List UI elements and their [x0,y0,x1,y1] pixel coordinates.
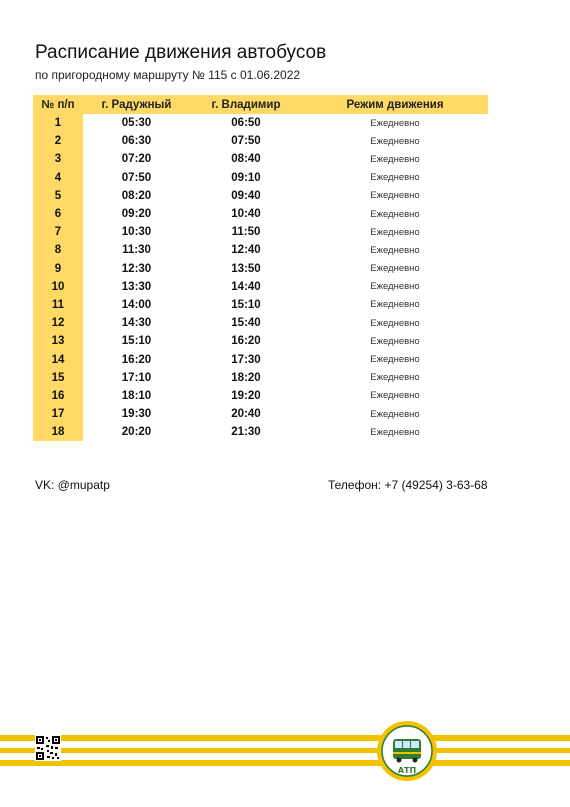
row-number: 13 [33,332,83,350]
column-header-mode: Режим движения [302,95,488,114]
row-number: 16 [33,387,83,405]
operating-mode: Ежедневно [370,390,420,402]
departure-raduzhny: 14:30 [121,317,152,330]
operating-mode: Ежедневно [370,408,420,420]
page-subtitle: по пригородному маршруту № 115 с 01.06.2022 [35,68,301,82]
table-row [33,169,488,187]
departure-vladimir: 09:10 [231,171,261,184]
column-header-vladimir: г. Владимир [190,95,302,114]
table-header-row [33,95,488,114]
departure-raduzhny: 15:10 [121,335,152,348]
departure-vladimir: 18:20 [231,371,261,384]
departure-vladimir: 17:30 [231,353,261,366]
operating-mode: Ежедневно [370,153,420,165]
table-row [33,423,488,441]
row-number: 8 [33,241,83,259]
row-number: 9 [33,260,83,278]
operating-mode: Ежедневно [370,117,420,129]
departure-raduzhny: 05:30 [121,117,152,130]
departure-vladimir: 20:40 [231,408,261,421]
table-row [33,260,488,278]
operating-mode: Ежедневно [370,299,420,311]
column-header-raduzhny: г. Радужный [83,95,190,114]
table-row [33,132,488,150]
departure-raduzhny: 16:20 [121,353,152,366]
departure-raduzhny: 12:30 [121,262,152,275]
row-number: 18 [33,423,83,441]
departure-raduzhny: 08:20 [121,189,152,202]
row-number: 4 [33,169,83,187]
table-row [33,223,488,241]
row-number: 11 [33,296,83,314]
row-number: 3 [33,150,83,168]
operating-mode: Ежедневно [370,281,420,293]
departure-raduzhny: 11:30 [122,244,151,257]
departure-raduzhny: 14:00 [121,298,152,311]
departure-vladimir: 08:40 [231,153,261,166]
operating-mode: Ежедневно [370,244,420,256]
table-row [33,205,488,223]
table-row [33,150,488,168]
departure-vladimir: 07:50 [231,135,261,148]
table-row [33,369,488,387]
table-row [33,241,488,259]
table-row [33,187,488,205]
departure-raduzhny: 07:20 [121,153,152,166]
table-row [33,314,488,332]
column-header-number: № п/п [33,95,83,114]
operating-mode: Ежедневно [370,335,420,347]
decorative-stripes [0,735,570,771]
operating-mode: Ежедневно [370,354,420,366]
operating-mode: Ежедневно [370,208,420,220]
operating-mode: Ежедневно [370,372,420,384]
operating-mode: Ежедневно [370,226,420,238]
table-row [33,405,488,423]
table-row [33,350,488,368]
operating-mode: Ежедневно [370,172,420,184]
departure-vladimir: 09:40 [231,189,261,202]
atp-logo [376,720,438,782]
departure-vladimir: 15:40 [231,317,261,330]
row-number: 6 [33,205,83,223]
departure-raduzhny: 18:10 [121,389,152,402]
departure-vladimir: 19:20 [231,389,261,402]
row-number: 14 [33,350,83,368]
qr-code-icon [35,735,61,761]
departure-raduzhny: 09:20 [121,208,152,221]
phone-contact: Телефон: +7 (49254) 3-63-68 [328,478,488,492]
departure-raduzhny: 17:10 [121,371,152,384]
table-row [33,278,488,296]
operating-mode: Ежедневно [370,135,420,147]
table-row [33,114,488,132]
vk-contact: VK: @mupatp [35,478,110,492]
departure-raduzhny: 13:30 [121,280,152,293]
departure-raduzhny: 06:30 [121,135,152,148]
departure-raduzhny: 10:30 [121,226,152,239]
operating-mode: Ежедневно [370,317,420,329]
departure-raduzhny: 20:20 [121,426,152,439]
logo-text: АТП [397,766,417,775]
row-number: 15 [33,369,83,387]
departure-vladimir: 06:50 [231,117,261,130]
departure-vladimir: 21:30 [231,426,261,439]
table-row [33,332,488,350]
page-title: Расписание движения автобусов [35,42,327,63]
row-number: 2 [33,132,83,150]
departure-vladimir: 10:40 [231,208,261,221]
row-number: 7 [33,223,83,241]
operating-mode: Ежедневно [370,190,420,202]
table-row [33,387,488,405]
table-row [33,296,488,314]
departure-vladimir: 14:40 [231,280,261,293]
row-number: 17 [33,405,83,423]
departure-vladimir: 16:20 [231,335,261,348]
departure-vladimir: 13:50 [231,262,261,275]
departure-vladimir: 11:50 [231,226,261,239]
operating-mode: Ежедневно [370,426,420,438]
departure-raduzhny: 07:50 [121,171,152,184]
row-number: 5 [33,187,83,205]
operating-mode: Ежедневно [370,263,420,275]
row-number: 1 [33,114,83,132]
departure-vladimir: 12:40 [231,244,261,257]
departure-vladimir: 15:10 [231,298,261,311]
departure-raduzhny: 19:30 [121,408,152,421]
schedule-table [33,95,488,441]
row-number: 12 [33,314,83,332]
row-number: 10 [33,278,83,296]
